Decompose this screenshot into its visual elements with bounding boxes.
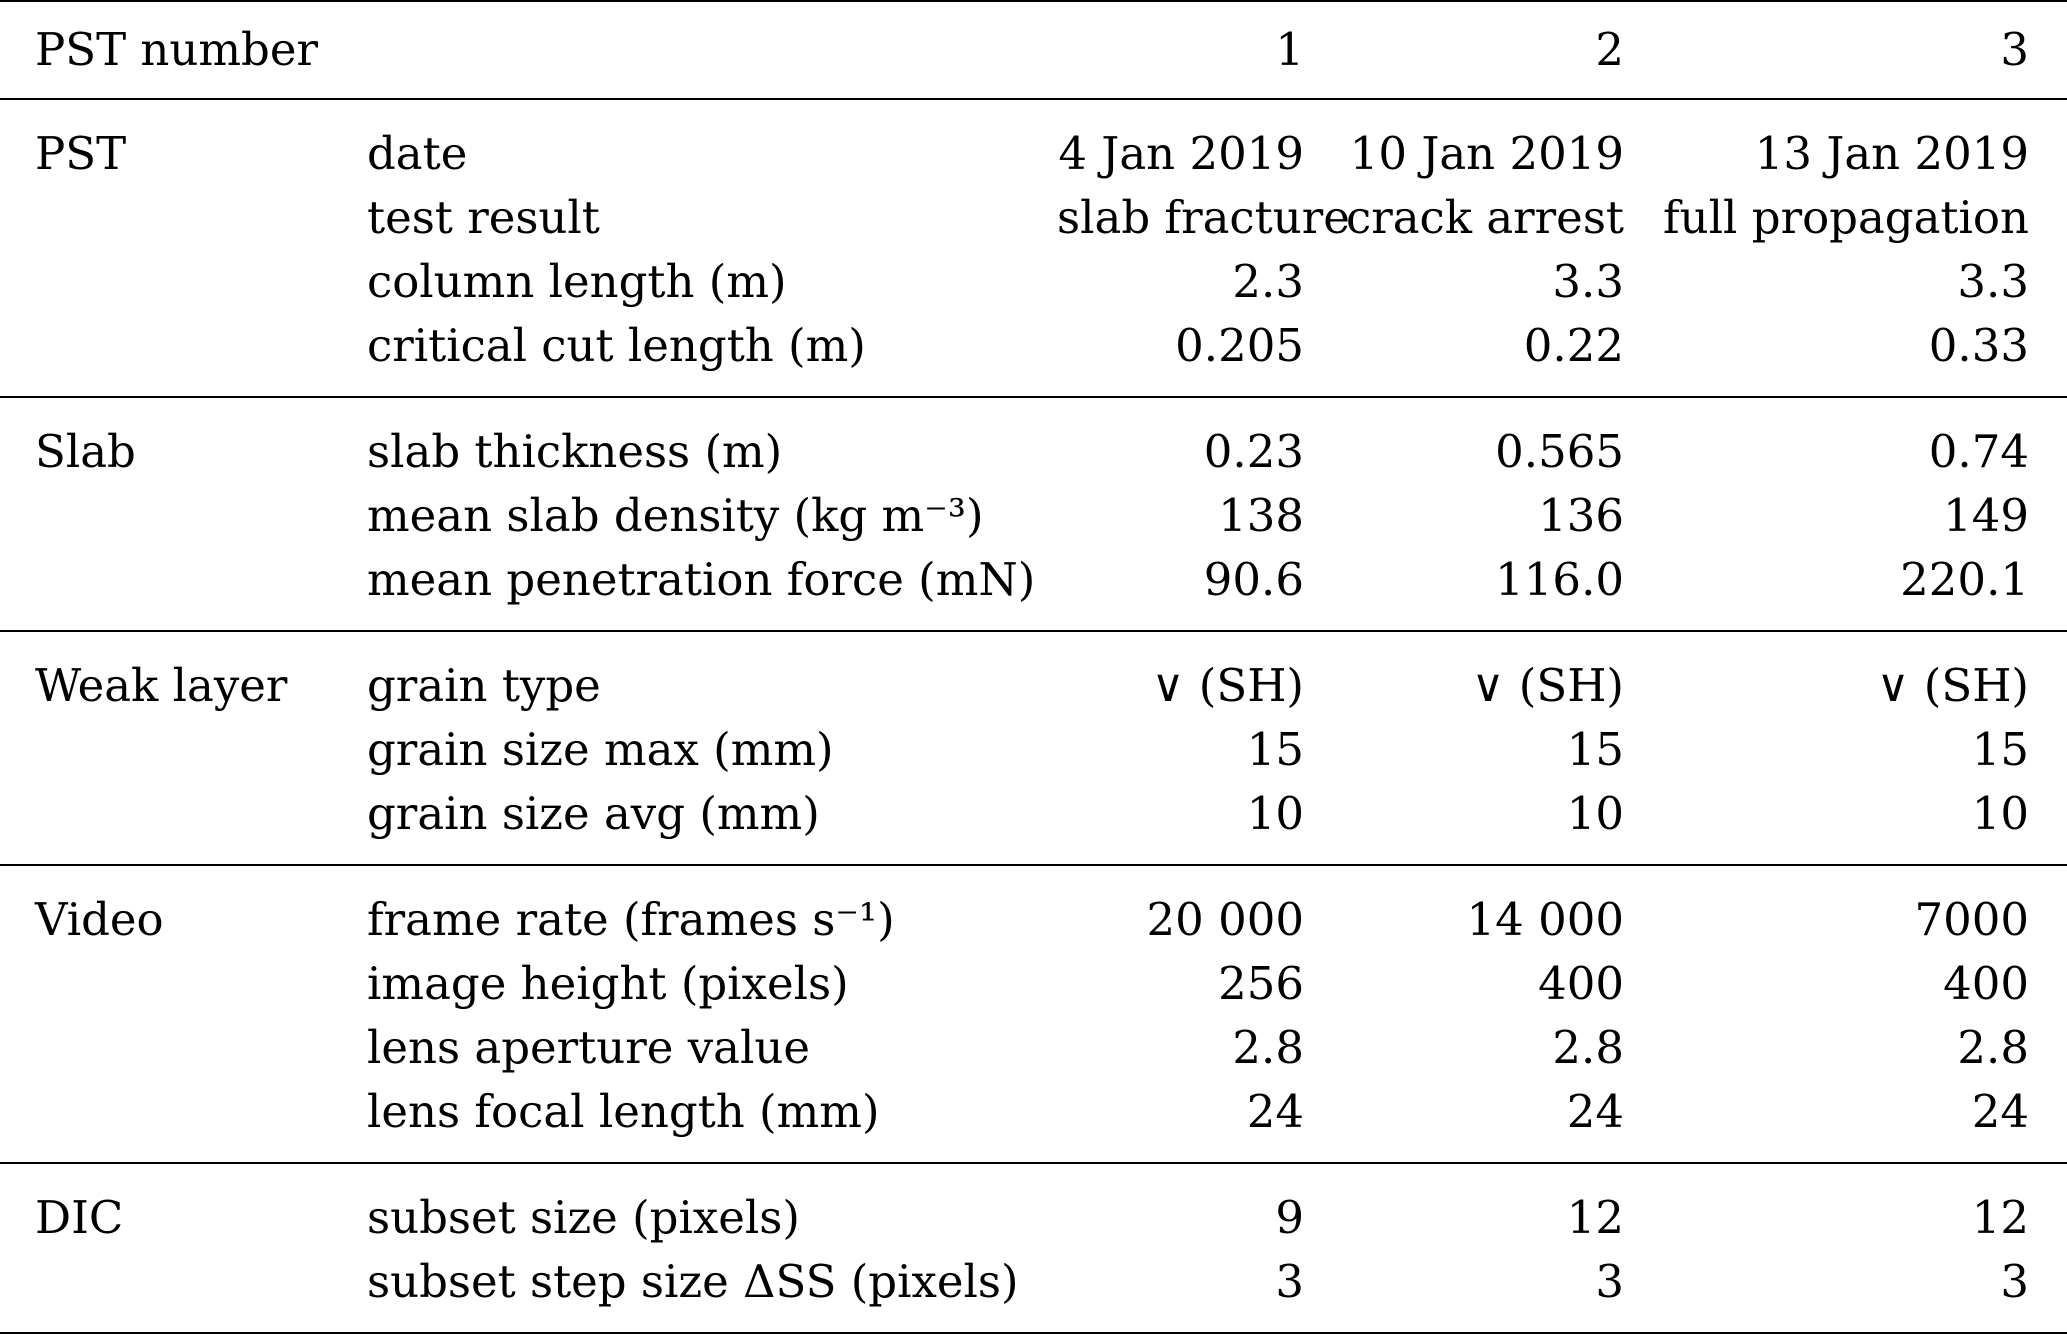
header-col-3: 3 xyxy=(2000,23,2029,76)
cell-value: 12 xyxy=(1971,1191,2029,1244)
cell-value: 2.8 xyxy=(1552,1021,1624,1074)
cell-value: 0.205 xyxy=(1175,319,1304,372)
param-label: date xyxy=(367,127,468,180)
section-slab xyxy=(0,398,2067,630)
section-weak-layer xyxy=(0,632,2067,864)
header-row xyxy=(0,2,2067,98)
cell-value: 15 xyxy=(1246,723,1304,776)
cell-value: 116.0 xyxy=(1495,553,1624,606)
param-label: test result xyxy=(367,191,600,244)
cell-value: 90.6 xyxy=(1203,553,1304,606)
cell-value: 24 xyxy=(1246,1085,1304,1138)
cell-value: 220.1 xyxy=(1900,553,2029,606)
cell-value: 24 xyxy=(1566,1085,1624,1138)
cell-value: full propagation xyxy=(1663,191,2029,244)
table-row xyxy=(0,186,2067,250)
table-row xyxy=(0,718,2067,782)
cell-value: slab fracture xyxy=(1057,191,1350,244)
cell-value: 10 xyxy=(1566,787,1624,840)
cell-value: 256 xyxy=(1218,957,1304,1010)
param-label: frame rate (frames s⁻¹) xyxy=(367,893,895,946)
header-col-1: 1 xyxy=(1275,23,1304,76)
cell-value: 3.3 xyxy=(1552,255,1624,308)
param-label: critical cut length (m) xyxy=(367,319,866,372)
cell-value: ∨ (SH) xyxy=(1151,659,1304,712)
cell-value: 0.22 xyxy=(1523,319,1624,372)
table-row xyxy=(0,654,2067,718)
table-row xyxy=(0,250,2067,314)
cell-value: 3 xyxy=(1275,1255,1304,1308)
param-label: mean slab density (kg m⁻³) xyxy=(367,489,984,542)
table-row xyxy=(0,1080,2067,1144)
cell-value: 0.33 xyxy=(1928,319,2029,372)
table-row xyxy=(0,1186,2067,1250)
cell-value: 7000 xyxy=(1914,893,2029,946)
cell-value: 0.23 xyxy=(1203,425,1304,478)
cell-value: 15 xyxy=(1566,723,1624,776)
param-label: grain size max (mm) xyxy=(367,723,834,776)
param-label: grain size avg (mm) xyxy=(367,787,820,840)
section-dic xyxy=(0,1164,2067,1332)
table-row xyxy=(0,314,2067,378)
table-row xyxy=(0,888,2067,952)
cell-value: 2.8 xyxy=(1957,1021,2029,1074)
param-label: lens aperture value xyxy=(367,1021,810,1074)
cell-value: 2.8 xyxy=(1232,1021,1304,1074)
param-label: slab thickness (m) xyxy=(367,425,783,478)
section-pst xyxy=(0,100,2067,396)
cell-value: 3.3 xyxy=(1957,255,2029,308)
table-row xyxy=(0,1016,2067,1080)
cell-value: 15 xyxy=(1971,723,2029,776)
cell-value: 0.565 xyxy=(1495,425,1624,478)
param-label: subset size (pixels) xyxy=(367,1191,800,1244)
header-col-2: 2 xyxy=(1595,23,1624,76)
cell-value: 3 xyxy=(2000,1255,2029,1308)
param-label: subset step size ΔSS (pixels) xyxy=(367,1255,1019,1308)
cell-value: 10 Jan 2019 xyxy=(1349,127,1624,180)
param-label: image height (pixels) xyxy=(367,957,849,1010)
cell-value: 138 xyxy=(1218,489,1304,542)
cell-value: 149 xyxy=(1943,489,2029,542)
cell-value: 3 xyxy=(1595,1255,1624,1308)
table-row xyxy=(0,122,2067,186)
header-label: PST number xyxy=(35,23,319,76)
param-label: mean penetration force (mN) xyxy=(367,553,1036,606)
cell-value: 10 xyxy=(1246,787,1304,840)
cell-value: 9 xyxy=(1275,1191,1304,1244)
param-label: grain type xyxy=(367,659,601,712)
table-row xyxy=(0,484,2067,548)
param-label: column length (m) xyxy=(367,255,787,308)
param-label: lens focal length (mm) xyxy=(367,1085,880,1138)
section-label: DIC xyxy=(35,1191,124,1244)
section-video xyxy=(0,866,2067,1162)
cell-value: 0.74 xyxy=(1928,425,2029,478)
cell-value: 10 xyxy=(1971,787,2029,840)
cell-value: 14 000 xyxy=(1466,893,1624,946)
cell-value: 136 xyxy=(1538,489,1624,542)
cell-value: 12 xyxy=(1566,1191,1624,1244)
cell-value: 24 xyxy=(1971,1085,2029,1138)
cell-value: 13 Jan 2019 xyxy=(1754,127,2029,180)
cell-value: ∨ (SH) xyxy=(1876,659,2029,712)
section-label: Video xyxy=(35,893,164,946)
cell-value: 4 Jan 2019 xyxy=(1058,127,1304,180)
cell-value: crack arrest xyxy=(1346,191,1624,244)
table-row xyxy=(0,1250,2067,1314)
table-row xyxy=(0,548,2067,612)
cell-value: 400 xyxy=(1538,957,1624,1010)
section-label: Slab xyxy=(35,425,136,478)
table-row xyxy=(0,952,2067,1016)
section-label: PST xyxy=(35,127,127,180)
section-label: Weak layer xyxy=(35,659,288,712)
cell-value: ∨ (SH) xyxy=(1471,659,1624,712)
table-row xyxy=(0,782,2067,846)
cell-value: 20 000 xyxy=(1146,893,1304,946)
cell-value: 400 xyxy=(1943,957,2029,1010)
cell-value: 2.3 xyxy=(1232,255,1304,308)
table-row xyxy=(0,420,2067,484)
